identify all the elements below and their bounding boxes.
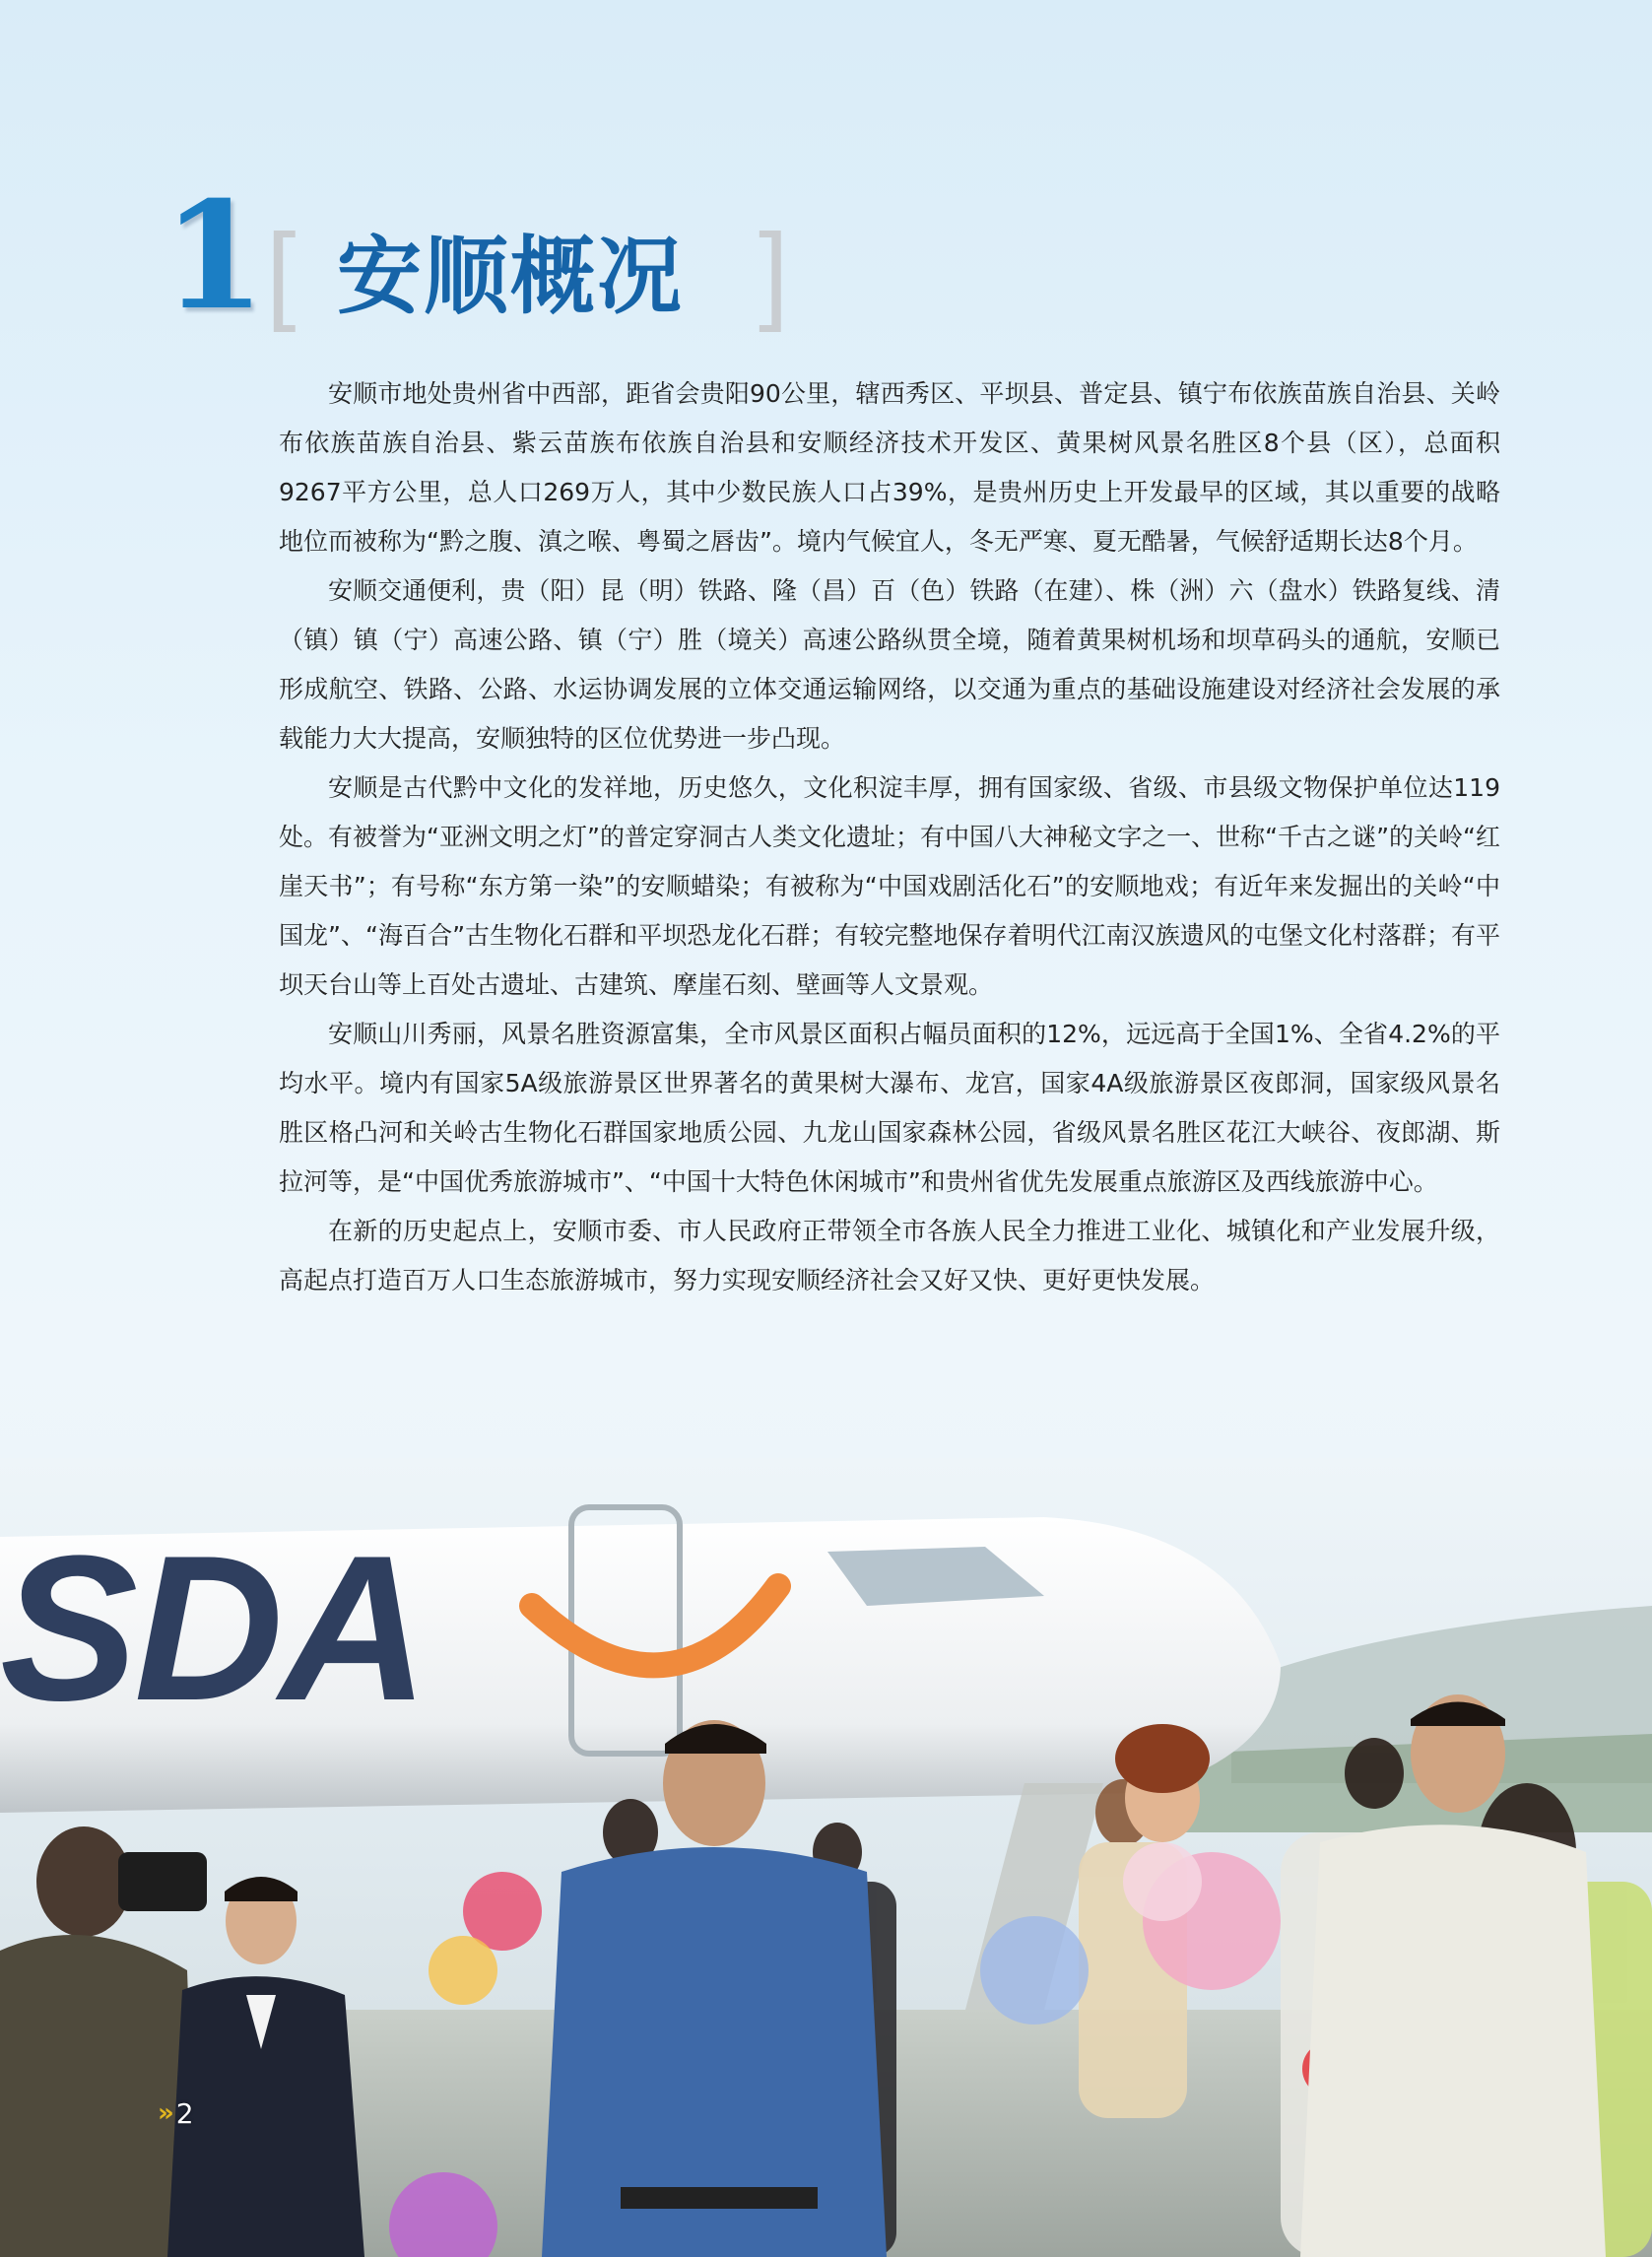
plane-logo: SDA (0, 1512, 426, 1744)
paragraph-scenery: 安顺山川秀丽，风景名胜资源富集，全市风景区面积占幅员面积的12%，远远高于全国1%、全省4.2%的平均水平。境内有国家5A级旅游景区世界著名的黄果树大瀑布、龙宫，国家4A级旅游景区夜郎洞，国家级风景名胜区格凸河和关岭古生物化石群国家地质公园、九龙山国家森林公园，省级风景名胜区花江大峡谷、夜郎湖、斯拉河等，是“中国优秀旅游城市”、“中国十大特色休闲城市”和贵州省优先发展重点旅游区及西线旅游中心。 (279, 1020, 1500, 1196)
paragraph-overview: 安顺市地处贵州省中西部，距省会贵阳90公里，辖西秀区、平坝县、普定县、镇宁布依族苗族自治县、关岭布依族苗族自治县、紫云苗族布依族自治县和安顺经济技术开发区、黄果树风景名胜区8个县（区），总面积9267平方公里，总人口269万人，其中少数民族人口占39%，是贵州历史上开发最早的区域，其以重要的战略地位而被称为“黔之腹、滇之喉、粤蜀之唇齿”。境内气候宜人，冬无严寒、夏无酷暑，气候舒适期长达8个月。 (279, 379, 1500, 556)
title-bracket-open: [ (266, 212, 297, 333)
article-body (279, 369, 1500, 1305)
paragraph-transport: 安顺交通便利，贵（阳）昆（明）铁路、隆（昌）百（色）铁路（在建）、株（洲）六（盘水）铁路复线、清（镇）镇（宁）高速公路、镇（宁）胜（境关）高速公路纵贯全境，随着黄果树机场和坝草码头的通航，安顺已形成航空、铁路、公路、水运协调发展的立体交通运输网络，以交通为重点的基础设施建设对经济社会发展的承载能力大大提高，安顺独特的区位优势进一步凸现。 (279, 576, 1500, 753)
title-bracket-close: ] (759, 212, 789, 333)
paragraph-development: 在新的历史起点上，安顺市委、市人民政府正带领全市各族人民全力推进工业化、城镇化和产业发展升级，高起点打造百万人口生态旅游城市，努力实现安顺经济社会又好又快、更好更快发展。 (279, 1217, 1500, 1294)
airport-arrival-photo (0, 1458, 1652, 2257)
page-arrow-icon: » (158, 2098, 174, 2128)
paragraph-culture: 安顺是古代黔中文化的发祥地，历史悠久，文化积淀丰厚，拥有国家级、省级、市县级文物保护单位达119处。有被誉为“亚洲文明之灯”的普定穿洞古人类文化遗址；有中国八大神秘文字之一、世称“千古之谜”的关岭“红崖天书”；有号称“东方第一染”的安顺蜡染；有被称为“中国戏剧活化石”的安顺地戏；有近年来发掘出的关岭“中国龙”、“海百合”古生物化石群和平坝恐龙化石群；有较完整地保存着明代江南汉族遗风的屯堡文化村落群；有平坝天台山等上百处古遗址、古建筑、摩崖石刻、壁画等人文景观。 (279, 773, 1500, 999)
chapter-number: 1 (163, 169, 266, 343)
page-number: 2 (175, 2096, 194, 2130)
page-footer (158, 2093, 194, 2133)
section-title: 安顺概况 (337, 228, 684, 326)
